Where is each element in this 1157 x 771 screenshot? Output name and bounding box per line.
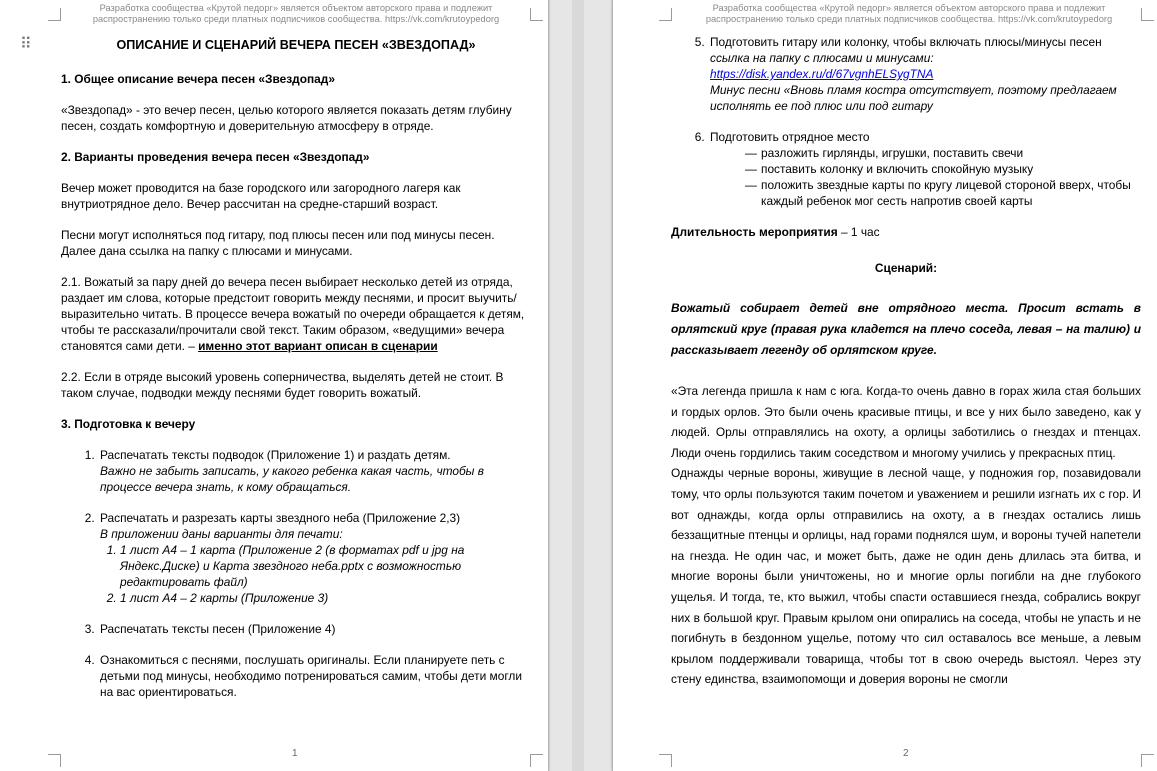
document-title: ОПИСАНИЕ И СЦЕНАРИЙ ВЕЧЕРА ПЕСЕН «ЗВЕЗДОПАД» (116, 38, 476, 52)
yandex-disk-link[interactable]: https://disk.yandex.ru/d/67vgnhELSygTNA (710, 67, 934, 81)
section-2-1-text: 2.1. Вожатый за пару дней до вечера песен выбирает несколько детей из отряда, раздает им слова, которые предстоит говорить между песнями, и просит выучить/выразительно читать. В процессе вечера вожатый по очереди обращается к детям, чтобы те рассказали/прочитали свой текст. Таким образом, «ведущими» вечера становятся сами дети. – (61, 275, 525, 353)
margin-corner-bottom-left (48, 754, 61, 767)
document-page-2 (612, 0, 1157, 771)
scenario-heading: Сценарий: (874, 261, 938, 275)
step-text: Ознакомиться с песнями, послушать оригиналы. Если планируете петь с детьми под минусы, необходимо потренироваться самим, чтобы дети могли на вас ориентироваться. (100, 653, 522, 699)
margin-corner-top-right (1141, 8, 1154, 21)
duration-label: Длительность мероприятия (671, 225, 838, 239)
page-1-body (61, 35, 531, 715)
preparation-steps (61, 447, 531, 700)
copyright-header: Разработка сообщества «Крутой педорг» является объектом авторского права и подлежит распространению только среди платных подписчиков сообщества. https://vk.com/krutoypedorg (92, 3, 500, 24)
step-item (708, 34, 1141, 114)
section-2-paragraph-4: 2.2. Если в отряде высокий уровень соперничества, выделять детей не стоит. В таком случае, подводки между песнями будет говорить вожатый. (61, 370, 504, 400)
minus-note: Минус песни «Вновь пламя костра отсутствует, поэтому предлагаем исполнять ее под плюс или под гитару (710, 83, 1117, 113)
duration-value: – 1 час (837, 225, 880, 239)
margin-corner-bottom-left (659, 754, 672, 767)
step-text: Подготовить гитару или колонку, чтобы включать плюсы/минусы песен (710, 35, 1102, 49)
step-item (98, 621, 531, 637)
setup-item: — поставить колонку и включить спокойную музыку (745, 161, 1141, 177)
section-3-heading: 3. Подготовка к вечеру (61, 417, 196, 431)
step-note: Важно не забыть записать, у какого ребенка какая часть, чтобы в процессе вечера знать, к кому обращаться. (100, 464, 484, 494)
section-2-paragraph-3 (61, 274, 531, 354)
setup-item: — разложить гирлянды, игрушки, поставить свечи (745, 145, 1141, 161)
scenario-intro: Вожатый собирает детей вне отрядного места. Просит встать в орлятский круг (правая рука кладется на плечо соседа, левая – на талию) и рассказывает легенду об орлятском круге. (671, 301, 1141, 357)
scenario-note-emphasis: именно этот вариант описан в сценарии (198, 339, 438, 353)
legend-paragraph-2: Однажды черные вороны, живущие в лесной чаще, у подножия гор, позавидовали тому, что орлы пользуются таким почетом и уважением и решили изгнать их с гор. И вот однажды, когда орлы отправились на охоту, а в гнездах остались лишь беззащитные птенцы и орлицы, над горами поднялся шум, и вороны тучей напетели на гнезда. Не один час, и может быть, даже не один день длилась эта битва, и многие вороны были уничтожены, но и многие орлы погибли на дне глубокого ущелья. И тогда, те, кто выжил, чтобы спасти оставшиеся гнезда, собрались вокруг них в большой круг. Правым крылом они опирались на соседа, чтобы не упасть и не погибнуть в бездонном ущелье, потому что сил оставалось все меньше, а левым крылом поддерживали товарища, чтобы тот в свою очередь выстоял. Через эту стену единства, взаимопомощи и доверия вороны не смогли (671, 466, 1141, 687)
margin-corner-top-left (659, 8, 672, 21)
drag-handle-icon[interactable]: ⠿ (20, 36, 32, 53)
section-2-heading: 2. Варианты проведения вечера песен «Звездопад» (61, 150, 370, 164)
place-setup-list (710, 145, 1141, 209)
step-text: Подготовить отрядное место (710, 130, 870, 144)
duration-line (671, 224, 1141, 240)
step-item (708, 129, 1141, 209)
step-note: ссылка на папку с плюсами и минусами: (710, 51, 934, 65)
margin-corner-top-right (530, 8, 543, 21)
step-item (98, 447, 531, 495)
step-note: В приложении даны варианты для печати: (100, 527, 343, 541)
page-number: 1 (292, 748, 298, 759)
print-options-list (100, 542, 531, 606)
print-option: 2. 1 лист А4 – 2 карты (Приложение 3) (120, 590, 531, 606)
step-text: Распечатать и разрезать карты звездного неба (Приложение 2,3) (100, 511, 461, 525)
margin-corner-bottom-right (530, 754, 543, 767)
section-2-paragraph-1: Вечер может проводится на базе городского или загородного лагеря как внутриотрядное дело. Вечер рассчитан на средне-старший возраст. (61, 181, 461, 211)
scrollbar-track[interactable] (572, 0, 584, 771)
section-2-paragraph-2: Песни могут исполняться под гитару, под плюсы песен или под минусы песен. Далее дана ссылка на папку с плюсами и минусами. (61, 228, 495, 258)
step-item (98, 652, 531, 700)
page-2-body (671, 34, 1141, 690)
section-1-text: «Звездопад» - это вечер песен, целью которого является показать детям глубину песен, создать комфортную и доверительную атмосферу в отряде. (61, 103, 512, 133)
step-text: Распечатать тексты песен (Приложение 4) (100, 622, 336, 636)
section-1-heading: 1. Общее описание вечера песен «Звездопад» (61, 72, 335, 86)
copyright-header: Разработка сообщества «Крутой педорг» является объектом авторского права и подлежит распространению только среди платных подписчиков сообщества. https://vk.com/krutoypedorg (705, 3, 1113, 24)
step-item (98, 510, 531, 606)
step-text: Распечатать тексты подводок (Приложение 1) и раздать детям. (100, 448, 451, 462)
legend-paragraph-1: «Эта легенда пришла к нам с юга. Когда-то очень давно в горах жила стая больших и гордых орлов. Это были очень красивые птицы, и все у них было заведено, как у людей. Орлы отправлялись на охоту, а орлицы заботились о гнездах и птенцах. Люди очень гордились таким соседством и многому учились у прекрасных птиц. (671, 384, 1141, 460)
margin-corner-top-left (48, 8, 61, 21)
preparation-steps-continued (671, 34, 1141, 209)
document-page-1 (0, 0, 549, 771)
page-number: 2 (903, 748, 909, 759)
print-option: 1. 1 лист А4 – 1 карта (Приложение 2 (в форматах pdf и jpg на Яндекс.Диске) и Карта звездного неба.pptx с возможностью редактировать файл) (120, 542, 531, 590)
margin-corner-bottom-right (1141, 754, 1154, 767)
setup-item: — положить звездные карты по кругу лицевой стороной вверх, чтобы каждый ребенок мог сесть напротив своей карты (745, 177, 1141, 209)
